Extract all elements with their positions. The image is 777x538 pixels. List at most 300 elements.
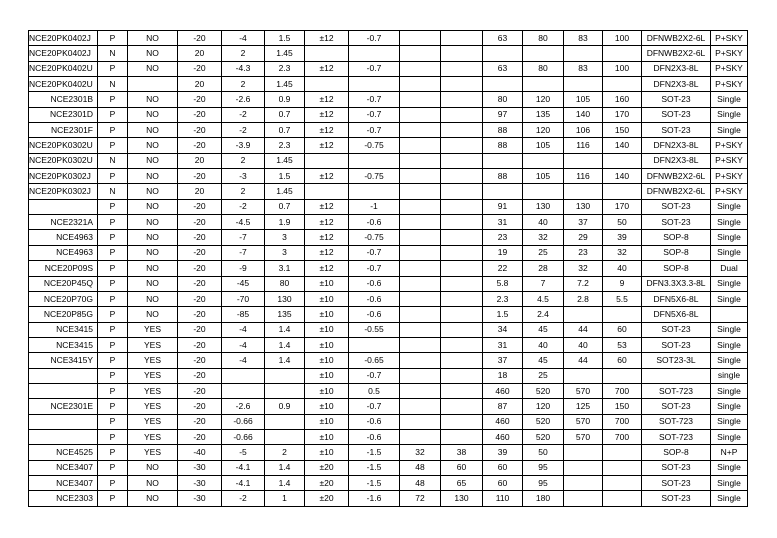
table-cell: 48 <box>400 460 441 475</box>
table-cell: 460 <box>483 383 523 398</box>
part-number-cell: NCE20PK0302U <box>29 138 98 153</box>
table-cell: 32 <box>400 445 441 460</box>
table-cell: 45 <box>523 322 564 337</box>
table-cell: ±12 <box>305 61 349 76</box>
table-cell: SOT-23 <box>642 92 711 107</box>
table-cell <box>441 399 483 414</box>
table-cell: DFNWB2X2-6L <box>642 31 711 46</box>
table-cell: -4 <box>222 337 265 352</box>
table-cell: SOT-23 <box>642 491 711 506</box>
part-number-cell: NCE20PK0302U <box>29 153 98 168</box>
table-cell: ±12 <box>305 215 349 230</box>
table-cell: 72 <box>400 491 441 506</box>
table-cell: P <box>98 261 128 276</box>
table-cell <box>349 46 400 61</box>
table-cell: 106 <box>564 123 603 138</box>
table-row <box>29 337 748 352</box>
table-cell: DFN5X6-8L <box>642 291 711 306</box>
table-cell: SOT-723 <box>642 429 711 444</box>
table-row <box>29 230 748 245</box>
table-cell: SOT-23 <box>642 399 711 414</box>
table-cell: P+SKY <box>711 31 748 46</box>
table-cell: P <box>98 307 128 322</box>
table-cell: 32 <box>523 230 564 245</box>
table-cell: DFN2X3-8L <box>642 138 711 153</box>
part-number-cell <box>29 383 98 398</box>
part-number-cell: NCE20PK0302J <box>29 184 98 199</box>
table-cell: P <box>98 215 128 230</box>
table-cell <box>441 337 483 352</box>
table-row <box>29 184 748 199</box>
table-cell: -0.7 <box>349 399 400 414</box>
table-cell: -0.75 <box>349 230 400 245</box>
part-number-cell: NCE4963 <box>29 245 98 260</box>
table-cell: 130 <box>441 491 483 506</box>
table-cell <box>441 291 483 306</box>
table-cell: 1.9 <box>265 215 305 230</box>
table-cell: -4 <box>222 31 265 46</box>
table-cell <box>603 46 642 61</box>
table-cell: -20 <box>178 291 222 306</box>
part-number-cell: NCE3415 <box>29 322 98 337</box>
table-cell: Single <box>711 291 748 306</box>
table-cell: 88 <box>483 123 523 138</box>
table-row <box>29 445 748 460</box>
table-row <box>29 368 748 383</box>
table-cell: DFN3.3X3.3-8L <box>642 276 711 291</box>
table-cell: -20 <box>178 307 222 322</box>
table-cell: -9 <box>222 261 265 276</box>
table-cell: 88 <box>483 138 523 153</box>
table-cell: P+SKY <box>711 77 748 92</box>
table-cell: Single <box>711 230 748 245</box>
table-cell: -20 <box>178 429 222 444</box>
table-cell: ±10 <box>305 429 349 444</box>
table-cell: -0.6 <box>349 414 400 429</box>
part-number-cell: NCE3415 <box>29 337 98 352</box>
table-cell: YES <box>128 368 178 383</box>
part-number-cell <box>29 368 98 383</box>
table-cell: P <box>98 414 128 429</box>
table-cell <box>564 475 603 490</box>
table-cell <box>441 138 483 153</box>
table-cell <box>441 307 483 322</box>
table-cell <box>441 383 483 398</box>
table-cell: 0.7 <box>265 123 305 138</box>
table-cell: 80 <box>483 92 523 107</box>
table-cell: 39 <box>603 230 642 245</box>
table-cell: ±10 <box>305 307 349 322</box>
table-cell: -20 <box>178 230 222 245</box>
table-cell: -0.7 <box>349 92 400 107</box>
table-cell: -20 <box>178 353 222 368</box>
table-cell: -4.1 <box>222 475 265 490</box>
table-row <box>29 399 748 414</box>
table-cell <box>265 368 305 383</box>
table-cell <box>564 77 603 92</box>
table-cell: -0.6 <box>349 276 400 291</box>
table-cell: 95 <box>523 460 564 475</box>
table-cell: 60 <box>483 475 523 490</box>
table-cell <box>603 475 642 490</box>
table-cell: NO <box>128 475 178 490</box>
table-cell: 28 <box>523 261 564 276</box>
table-cell: ±10 <box>305 414 349 429</box>
table-cell <box>564 491 603 506</box>
table-cell: 1.45 <box>265 46 305 61</box>
table-cell: 23 <box>564 245 603 260</box>
table-cell <box>441 169 483 184</box>
table-cell: 60 <box>603 353 642 368</box>
table-cell: 32 <box>564 261 603 276</box>
table-cell <box>483 153 523 168</box>
table-row <box>29 92 748 107</box>
table-cell: N+P <box>711 445 748 460</box>
table-cell: YES <box>128 322 178 337</box>
table-row <box>29 307 748 322</box>
table-cell: -20 <box>178 169 222 184</box>
table-cell: 1.5 <box>265 169 305 184</box>
part-number-cell: NCE20PK0402U <box>29 77 98 92</box>
part-number-cell: NCE2303 <box>29 491 98 506</box>
table-cell: 40 <box>523 215 564 230</box>
table-cell: -20 <box>178 138 222 153</box>
table-cell: -4.5 <box>222 215 265 230</box>
table-cell: 0.7 <box>265 107 305 122</box>
table-cell: N <box>98 77 128 92</box>
table-cell: 95 <box>523 475 564 490</box>
table-cell: 2.3 <box>265 61 305 76</box>
table-cell: Single <box>711 475 748 490</box>
table-row <box>29 169 748 184</box>
table-cell <box>265 429 305 444</box>
table-row <box>29 46 748 61</box>
table-cell: 116 <box>564 169 603 184</box>
table-cell <box>603 460 642 475</box>
table-row <box>29 245 748 260</box>
table-cell <box>349 337 400 352</box>
table-cell: -0.6 <box>349 429 400 444</box>
table-cell: P <box>98 92 128 107</box>
table-cell: -0.66 <box>222 414 265 429</box>
table-cell: 520 <box>523 383 564 398</box>
table-cell: -2 <box>222 107 265 122</box>
table-cell <box>441 107 483 122</box>
table-cell: Single <box>711 460 748 475</box>
table-cell <box>523 46 564 61</box>
table-cell <box>564 153 603 168</box>
table-cell: SOT-23 <box>642 475 711 490</box>
table-cell: 60 <box>603 322 642 337</box>
table-cell: -20 <box>178 383 222 398</box>
table-cell <box>603 445 642 460</box>
part-number-cell: NCE3415Y <box>29 353 98 368</box>
table-cell <box>400 92 441 107</box>
table-cell: -3 <box>222 169 265 184</box>
part-number-cell: NCE2321A <box>29 215 98 230</box>
table-cell: -20 <box>178 337 222 352</box>
table-cell: 2.8 <box>564 291 603 306</box>
table-cell <box>441 245 483 260</box>
table-cell: -20 <box>178 261 222 276</box>
table-cell: NO <box>128 245 178 260</box>
table-cell <box>400 291 441 306</box>
table-cell: ±10 <box>305 383 349 398</box>
table-cell: -1.6 <box>349 491 400 506</box>
table-row <box>29 199 748 214</box>
table-cell <box>564 184 603 199</box>
table-cell: 160 <box>603 92 642 107</box>
table-cell: P+SKY <box>711 169 748 184</box>
table-cell: 1.4 <box>265 337 305 352</box>
table-cell: 3 <box>265 245 305 260</box>
table-cell: ±12 <box>305 31 349 46</box>
part-number-cell <box>29 414 98 429</box>
table-cell <box>441 261 483 276</box>
table-cell: P <box>98 31 128 46</box>
table-cell: ±20 <box>305 475 349 490</box>
table-cell: -30 <box>178 491 222 506</box>
table-cell <box>441 153 483 168</box>
table-cell <box>400 123 441 138</box>
table-cell: 2 <box>265 445 305 460</box>
table-cell: 520 <box>523 429 564 444</box>
table-row <box>29 383 748 398</box>
table-cell: 22 <box>483 261 523 276</box>
table-cell <box>523 153 564 168</box>
table-cell <box>603 77 642 92</box>
table-cell: -4.1 <box>222 460 265 475</box>
table-cell: Single <box>711 215 748 230</box>
table-cell: P <box>98 61 128 76</box>
table-cell: 2 <box>222 46 265 61</box>
table-cell: -0.6 <box>349 307 400 322</box>
table-cell: YES <box>128 445 178 460</box>
table-cell: YES <box>128 337 178 352</box>
table-cell: 2.4 <box>523 307 564 322</box>
part-number-cell: NCE3407 <box>29 475 98 490</box>
part-number-cell: NCE20P09S <box>29 261 98 276</box>
table-cell: 700 <box>603 429 642 444</box>
table-cell: Single <box>711 491 748 506</box>
table-cell: 1.4 <box>265 475 305 490</box>
table-cell: 23 <box>483 230 523 245</box>
table-cell <box>483 184 523 199</box>
table-cell <box>400 107 441 122</box>
table-cell: 1.5 <box>265 31 305 46</box>
table-cell <box>400 353 441 368</box>
table-cell: 0.9 <box>265 399 305 414</box>
table-cell: P <box>98 460 128 475</box>
table-cell: DFNWB2X2-6L <box>642 169 711 184</box>
table-cell: Single <box>711 414 748 429</box>
table-cell: -1 <box>349 199 400 214</box>
table-cell: Single <box>711 245 748 260</box>
table-cell: ±10 <box>305 291 349 306</box>
table-cell: SOT-723 <box>642 414 711 429</box>
table-cell: ±20 <box>305 491 349 506</box>
table-cell: 91 <box>483 199 523 214</box>
table-cell <box>441 61 483 76</box>
table-cell: 44 <box>564 322 603 337</box>
table-cell <box>400 368 441 383</box>
table-cell: 80 <box>265 276 305 291</box>
part-number-cell: NCE20P85G <box>29 307 98 322</box>
table-cell: -2.6 <box>222 399 265 414</box>
table-cell: ±12 <box>305 169 349 184</box>
table-cell: 5.5 <box>603 291 642 306</box>
table-row <box>29 215 748 230</box>
table-cell: -20 <box>178 414 222 429</box>
table-cell: 50 <box>523 445 564 460</box>
table-cell: 39 <box>483 445 523 460</box>
table-cell: NO <box>128 107 178 122</box>
table-cell <box>305 184 349 199</box>
table-cell <box>441 429 483 444</box>
table-cell: 60 <box>483 460 523 475</box>
table-cell <box>441 184 483 199</box>
table-cell: Single <box>711 199 748 214</box>
table-cell: 2.3 <box>265 138 305 153</box>
table-cell: 80 <box>523 61 564 76</box>
table-cell: SOT-23 <box>642 107 711 122</box>
table-cell: ±12 <box>305 107 349 122</box>
table-cell <box>441 230 483 245</box>
table-cell: -4 <box>222 322 265 337</box>
table-cell: -30 <box>178 475 222 490</box>
table-cell: 460 <box>483 429 523 444</box>
table-cell <box>400 261 441 276</box>
table-cell: -4.3 <box>222 61 265 76</box>
table-cell <box>400 153 441 168</box>
part-number-cell: NCE4525 <box>29 445 98 460</box>
table-cell: 570 <box>564 429 603 444</box>
table-cell <box>400 31 441 46</box>
table-cell: 135 <box>523 107 564 122</box>
table-cell <box>222 368 265 383</box>
table-cell <box>400 399 441 414</box>
table-row <box>29 429 748 444</box>
table-cell: 700 <box>603 383 642 398</box>
table-cell <box>265 383 305 398</box>
table-cell: SOT-23 <box>642 322 711 337</box>
table-cell: NO <box>128 92 178 107</box>
table-cell: Single <box>711 429 748 444</box>
table-cell: 105 <box>523 138 564 153</box>
table-cell: SOT-23 <box>642 460 711 475</box>
table-cell: 9 <box>603 276 642 291</box>
table-cell: DFN2X3-8L <box>642 153 711 168</box>
table-cell <box>349 77 400 92</box>
table-cell: DFNWB2X2-6L <box>642 46 711 61</box>
table-cell: -4 <box>222 353 265 368</box>
table-cell: 38 <box>441 445 483 460</box>
table-cell: -20 <box>178 123 222 138</box>
table-cell: P <box>98 291 128 306</box>
table-cell <box>400 383 441 398</box>
table-cell: Single <box>711 276 748 291</box>
table-cell: ±12 <box>305 138 349 153</box>
table-row <box>29 77 748 92</box>
table-cell: 4.5 <box>523 291 564 306</box>
table-cell <box>603 307 642 322</box>
table-cell: DFNWB2X2-6L <box>642 184 711 199</box>
table-cell: -0.75 <box>349 138 400 153</box>
table-cell: ±12 <box>305 123 349 138</box>
table-cell: 7 <box>523 276 564 291</box>
table-cell: 125 <box>564 399 603 414</box>
table-cell: SOT23-3L <box>642 353 711 368</box>
table-cell: 130 <box>564 199 603 214</box>
table-cell: P <box>98 429 128 444</box>
table-cell: SOP-8 <box>642 230 711 245</box>
table-cell: 2 <box>222 184 265 199</box>
table-cell <box>441 322 483 337</box>
part-number-cell: NCE3407 <box>29 460 98 475</box>
table-cell: P <box>98 337 128 352</box>
table-cell <box>441 123 483 138</box>
table-cell <box>128 77 178 92</box>
table-cell: NO <box>128 31 178 46</box>
table-cell <box>400 61 441 76</box>
table-cell <box>523 77 564 92</box>
table-cell <box>441 31 483 46</box>
table-cell <box>603 153 642 168</box>
table-cell: SOP-8 <box>642 261 711 276</box>
table-cell: -0.7 <box>349 261 400 276</box>
table-cell <box>441 92 483 107</box>
table-cell <box>441 199 483 214</box>
table-cell: 5.8 <box>483 276 523 291</box>
table-cell: -2.6 <box>222 92 265 107</box>
table-row <box>29 491 748 506</box>
table-cell: 34 <box>483 322 523 337</box>
table-cell: Single <box>711 322 748 337</box>
table-cell: 25 <box>523 245 564 260</box>
table-cell <box>400 414 441 429</box>
table-cell: NO <box>128 261 178 276</box>
table-cell: -20 <box>178 61 222 76</box>
table-cell: 31 <box>483 215 523 230</box>
table-cell: NO <box>128 291 178 306</box>
table-cell: 460 <box>483 414 523 429</box>
table-cell: 105 <box>523 169 564 184</box>
table-cell: -0.65 <box>349 353 400 368</box>
table-cell: 180 <box>523 491 564 506</box>
table-cell: 37 <box>483 353 523 368</box>
part-number-cell: NCE4963 <box>29 230 98 245</box>
table-cell: P <box>98 276 128 291</box>
table-cell: ±10 <box>305 353 349 368</box>
table-cell <box>441 46 483 61</box>
table-cell: -0.75 <box>349 169 400 184</box>
table-cell: 1.45 <box>265 77 305 92</box>
parts-table <box>28 30 748 507</box>
table-cell: Single <box>711 383 748 398</box>
table-cell <box>400 276 441 291</box>
part-number-cell <box>29 429 98 444</box>
table-cell <box>441 414 483 429</box>
table-cell: single <box>711 368 748 383</box>
table-cell: -20 <box>178 368 222 383</box>
table-cell: 20 <box>178 77 222 92</box>
table-cell <box>603 184 642 199</box>
table-cell: 150 <box>603 399 642 414</box>
table-cell: Single <box>711 107 748 122</box>
table-cell: NO <box>128 491 178 506</box>
table-cell: 45 <box>523 353 564 368</box>
table-cell: ±10 <box>305 445 349 460</box>
